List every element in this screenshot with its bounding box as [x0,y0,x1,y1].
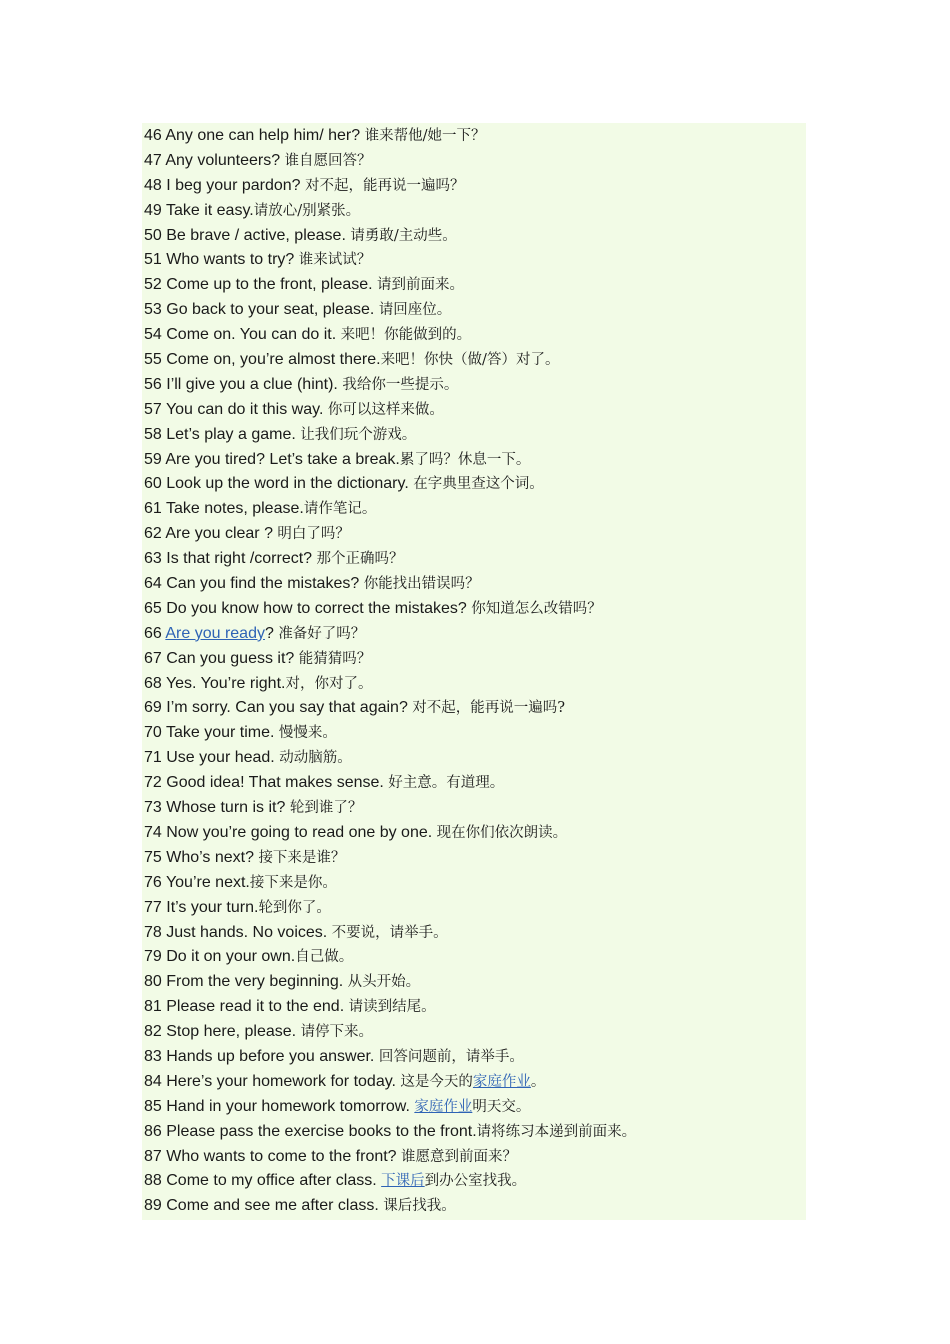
phrase-line [144,348,806,373]
english-phrase: 71 Use your head. [144,749,280,767]
chinese-translation: 接下来是谁？ [258,849,346,866]
english-phrase: 49 Take it easy. [144,201,254,219]
english-phrase: 74 Now you’re going to read one by one. [144,823,437,841]
chinese-translation: 累了吗？休息一下。 [399,451,531,468]
chinese-translation: 从头开始。 [347,974,421,991]
chinese-translation: 谁自愿回答？ [284,152,372,169]
inline-link[interactable]: 家庭作业 [414,1098,473,1115]
chinese-translation: 请读到结尾。 [348,999,436,1016]
chinese-translation: 慢慢来。 [278,725,337,742]
phrase-line [144,921,806,946]
chinese-translation: 请停下来。 [300,1024,374,1041]
phrase-line [144,846,806,871]
english-phrase: 70 Take your time. [144,724,279,742]
english-phrase: 61 Take notes, please. [144,500,304,518]
chinese-translation: 我给你一些提示。 [342,376,459,393]
phrase-line [144,448,806,473]
english-phrase: 76 You’re next. [144,873,250,891]
english-phrase: 81 Please read it to the end. [144,998,349,1016]
chinese-translation: 。 [530,1073,546,1090]
english-phrase: 83 Hands up before you answer. [144,1047,379,1065]
inline-link[interactable]: Are you ready [165,624,265,642]
phrase-line [144,373,806,398]
phrase-line [144,672,806,697]
phrase-line [144,174,806,199]
chinese-translation: 能猜猜吗？ [298,650,372,667]
phrase-line [144,746,806,771]
chinese-translation: 现在你们依次朗读。 [436,824,568,841]
chinese-translation: 到办公室找我。 [424,1173,527,1190]
chinese-translation: 准备好了吗？ [278,625,366,642]
english-phrase: 72 Good idea! That makes sense. [144,774,389,792]
chinese-translation: 课后找我。 [383,1198,456,1215]
inline-link[interactable]: 下课后 [381,1173,425,1190]
phrase-line [144,1070,806,1095]
phrase-line [144,423,806,448]
phrase-line [144,273,806,298]
phrase-line [144,124,806,149]
english-phrase: ? [264,624,279,642]
phrase-line [144,821,806,846]
chinese-translation: 请勇敢/主动些。 [350,227,457,244]
chinese-translation: 来吧！你快（做/答）对了。 [380,352,560,369]
english-phrase: 52 Come up to the front, please. [144,276,378,294]
chinese-translation: 对不起，能再说一遍吗? [412,700,566,717]
phrase-line [144,896,806,921]
phrase-line [144,1095,806,1120]
chinese-translation: 谁来试试？ [298,252,372,269]
english-phrase: 85 Hand in your homework tomorrow. [144,1097,415,1115]
chinese-translation: 动动脑筋。 [279,750,352,767]
english-phrase: 66 [144,624,166,642]
chinese-translation: 接下来是你。 [249,874,337,891]
english-phrase: 46 Any one can help him/ her? [144,127,365,144]
phrase-line [144,1194,806,1219]
phrase-line [144,871,806,896]
english-phrase: 75 Who’s next? [144,848,259,866]
english-phrase: 48 I beg your pardon? [144,176,306,194]
phrase-line [144,248,806,273]
chinese-translation: 请到前面来。 [377,277,465,294]
chinese-translation: 轮到谁了？ [289,800,363,817]
english-phrase: 63 Is that right /correct? [144,550,317,568]
classroom-phrase-list [144,124,806,1219]
english-phrase: 58 Let’s play a game. [144,425,301,443]
chinese-translation: 请回座位。 [378,302,452,319]
chinese-translation: 这是今天的 [400,1073,473,1090]
chinese-translation: 回答问题前，请举手。 [378,1048,524,1065]
chinese-translation: 你能找出错误吗？ [363,576,480,593]
phrase-line [144,796,806,821]
phrase-line [144,472,806,497]
english-phrase: 60 Look up the word in the dictionary. [144,475,414,493]
english-phrase: 59 Are you tired? Let’s take a break. [144,450,400,468]
phrase-line [144,224,806,249]
chinese-translation: 对不起，能再说一遍吗？ [305,177,465,194]
phrase-line [144,945,806,970]
english-phrase: 68 Yes. You’re right. [144,674,286,692]
english-phrase: 55 Come on, you’re almost there. [144,351,381,369]
phrase-line [144,1120,806,1145]
chinese-translation: 来吧！你能做到的。 [340,327,472,344]
phrase-line [144,647,806,672]
english-phrase: 88 Come to my office after class. [144,1172,382,1190]
english-phrase: 73 Whose turn is it? [144,799,290,817]
phrase-line [144,1045,806,1070]
chinese-translation: 对，你对了。 [285,675,373,692]
phrase-line [144,572,806,597]
english-phrase: 77 It’s your turn. [144,898,259,916]
chinese-translation: 轮到你了。 [258,899,331,916]
phrase-line [144,547,806,572]
chinese-translation: 在字典里查这个词。 [413,476,544,493]
english-phrase: 53 Go back to your seat, please. [144,301,379,319]
chinese-translation: 明天交。 [472,1098,531,1115]
phrase-line [144,721,806,746]
chinese-translation: 自己做。 [295,949,354,966]
english-phrase: 87 Who wants to come to the front? [144,1147,402,1165]
phrase-line [144,497,806,522]
phrase-line [144,1145,806,1170]
chinese-translation: 请作笔记。 [303,501,377,518]
english-phrase: 54 Come on. You can do it. [144,326,341,344]
chinese-translation: 让我们玩个游戏。 [300,426,417,443]
english-phrase: 62 Are you clear ? [144,525,278,543]
english-phrase: 65 Do you know how to correct the mistakes? [144,599,472,617]
chinese-translation: 你可以这样来做。 [327,401,444,418]
english-phrase: 84 Here’s your homework for today. [144,1072,401,1090]
english-phrase: 69 I’m sorry. Can you say that again? [144,699,413,717]
phrase-line [144,398,806,423]
phrase-line [144,1020,806,1045]
chinese-translation: 请放心/别紧张。 [253,202,361,219]
english-phrase: 56 I’ll give you a clue (hint). [144,375,343,393]
phrase-line [144,696,806,721]
english-phrase: 50 Be brave / active, please. [144,226,351,244]
phrase-line [144,199,806,224]
english-phrase: 78 Just hands. No voices. [144,923,332,941]
phrase-line [144,771,806,796]
phrase-line [144,323,806,348]
english-phrase: 51 Who wants to try? [144,251,299,269]
english-phrase: 57 You can do it this way. [144,400,328,418]
phrase-line [144,149,806,174]
phrase-line [144,298,806,323]
english-phrase: 80 From the very beginning. [144,973,348,991]
english-phrase: 67 Can you guess it? [144,649,299,667]
english-phrase: 47 Any volunteers? [144,151,285,169]
phrase-line [144,522,806,547]
phrase-line [144,970,806,995]
chinese-translation: 谁愿意到前面来？ [401,1148,518,1165]
english-phrase: 79 Do it on your own. [144,948,296,966]
chinese-translation: 请将练习本递到前面来。 [476,1123,637,1140]
phrase-line [144,622,806,647]
phrase-line [144,597,806,622]
chinese-translation: 好主意。有道理。 [388,775,505,792]
chinese-translation: 谁来帮他/她一下？ [364,128,486,144]
phrase-line [144,1169,806,1194]
english-phrase: 86 Please pass the exercise books to the front. [144,1122,477,1140]
english-phrase: 89 Come and see me after class. [144,1197,384,1215]
chinese-translation: 你知道怎么改错吗？ [471,600,602,617]
chinese-translation: 明白了吗？ [277,526,350,543]
inline-link[interactable]: 家庭作业 [472,1073,531,1090]
english-phrase: 82 Stop here, please. [144,1023,301,1041]
chinese-translation: 不要说，请举手。 [331,924,448,941]
phrase-line [144,995,806,1020]
english-phrase: 64 Can you find the mistakes? [144,575,364,593]
chinese-translation: 那个正确吗？ [316,551,404,568]
